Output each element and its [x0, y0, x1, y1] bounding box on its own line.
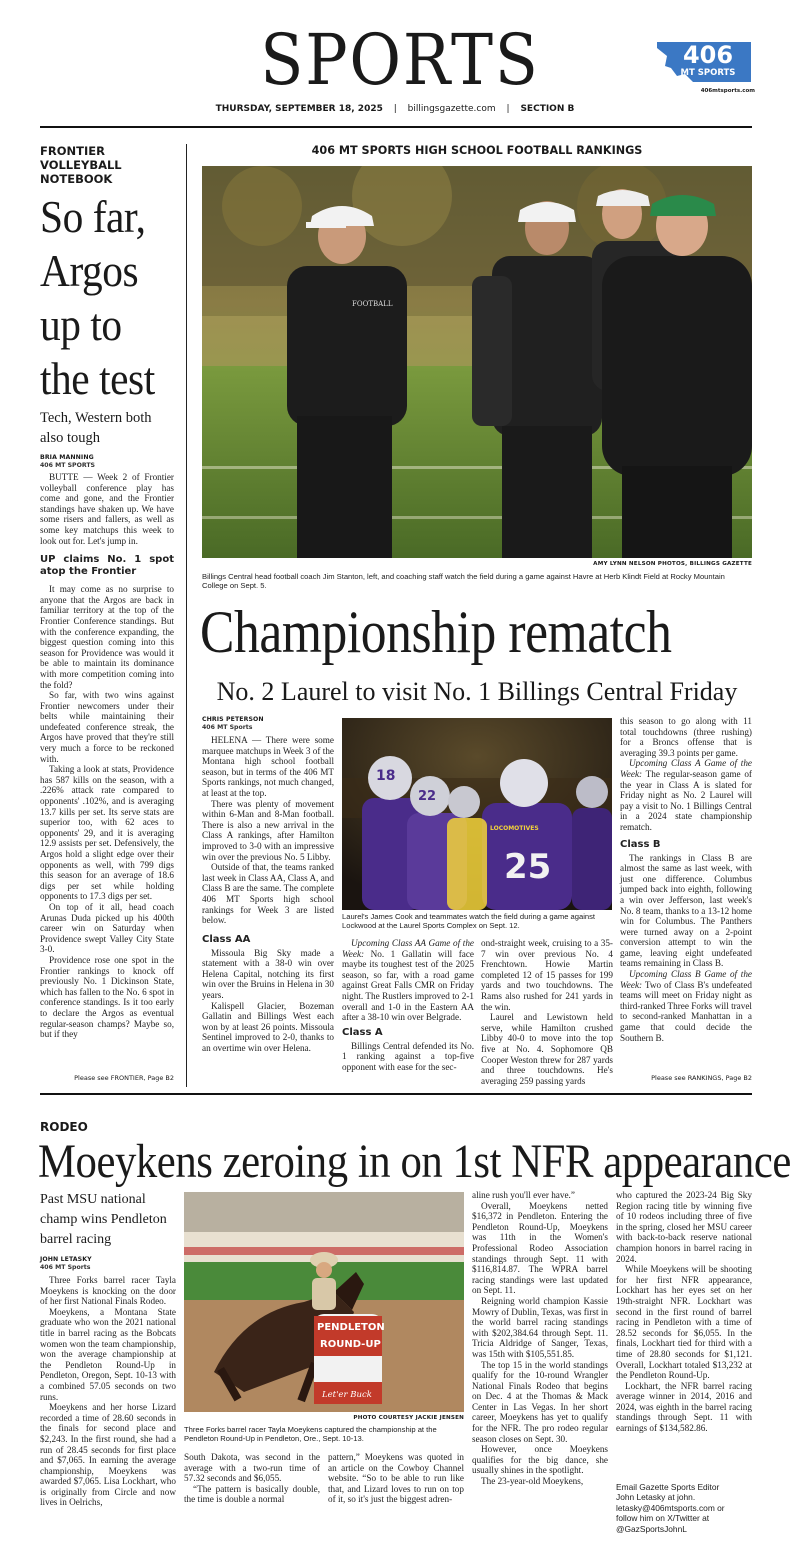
paragraph: Three Forks barrel racer Tayla Moeykens is knocking on the door of her first National Finals Rodeo. [40, 1275, 176, 1307]
paragraph: South Dakota, was second in the average with a two-run time of 57.32 seconds and $6,055. [184, 1452, 320, 1484]
paragraph: Moeykens and her horse Lizard recorded a time of 28.60 seconds in the finals for second place and $2,243. In the first round, she had a run of 28.45 seconds for first place and $7,065. In earning the average championship, Moeykens was awarded $7,065. Lisa Lockhart, who is originally from Circle and now lives in Oelrichs, [40, 1402, 176, 1508]
laurel-photo [342, 718, 612, 910]
paragraph: Missoula Big Sky made a statement with a 38-0 win over Helena Capital, notching its first win over the Bruins in Helena in 30 years. [202, 947, 334, 1001]
football-jump-link[interactable]: Please see RANKINGS, Page B2 [651, 1074, 752, 1082]
game-of-week-label: Upcoming Class A Game of the Week: [620, 758, 752, 779]
football-col-1 [202, 716, 334, 1054]
jersey-number: 25 [504, 847, 552, 887]
paragraph: Kalispell Glacier, Bozeman Gallatin and Billings West each won by at least 26 points. Missoula Sentinel improved to 2-0, thanks to an overtime win over Helena. [202, 1000, 334, 1054]
paragraph: Moeykens, a Montana State graduate who won the 2021 national title in barrel racing as the Bobcats women won the team championship, won the average championship at the Pendleton Round-Up in Pendleton, Oregon, Sept. 10-13 with a combined 57.05 seconds on two runs. [40, 1306, 176, 1402]
rodeo-photo-credit: PHOTO COURTESY JACKIE JENSEN [353, 1415, 464, 1421]
paragraph: So far, with two wins against Frontier newcomers under their belts while maintaining their undefeated conference streak, the Argos have proved that they're still very much a force to be reckoned with. [40, 690, 174, 764]
section-rule [40, 1093, 752, 1095]
masthead [0, 0, 792, 130]
rodeo-col-4 [472, 1190, 608, 1487]
rodeo-byline-name: JOHN LETASKY [40, 1256, 92, 1263]
volleyball-kicker: FRONTIER VOLLEYBALL NOTEBOOK [40, 144, 122, 186]
contact-line: follow him on X/Twitter at [616, 1513, 710, 1524]
rodeo-col-5 [616, 1190, 752, 1434]
rodeo-photo [184, 1192, 464, 1412]
jersey-wordmark: LOCOMOTIVES [490, 825, 539, 832]
rodeo-col-1-body [40, 1275, 176, 1508]
rodeo-col-2 [184, 1452, 320, 1505]
football-col-4 [620, 716, 752, 1043]
paragraph: Upcoming Class AA Game of the Week: No. 1 Gallatin will face maybe its toughest test of the 2025 season, so far, with a road game against Great Falls CMR on Friday night. The Rustlers improved to 2-1 overall and 1-0 in the Eastern AA after a 38-10 win over Belgrade. [342, 938, 474, 1023]
jersey-number: 22 [418, 789, 437, 804]
volleyball-body [40, 472, 174, 1040]
paragraph: aline rush you'll ever have.” [472, 1190, 575, 1200]
masthead-date: THURSDAY, SEPTEMBER 18, 2025 [215, 104, 383, 114]
logo-text: MT SPORTS [680, 68, 736, 78]
paragraph: Laurel and Lewistown held serve, while Hamilton crushed Libby 40-0 to move into the top five at No. 4. Sophomore QB Cooper Weston threw for 287 yards and three touchdowns. He's averaging 259 passing yards [481, 1012, 613, 1086]
rodeo-deck: Past MSU national champ wins Pendleton barrel racing [40, 1192, 167, 1247]
paragraph: Billings Central defended its No. 1 ranking against a top-five opponent with ease for the sec- [342, 1040, 474, 1072]
contact-line: John Letasky at john. [616, 1492, 696, 1503]
laurel-photo-image [342, 718, 612, 910]
paragraph: Overall, Moeykens netted $16,372 in Pendleton. Entering the Pendleton Round-Up, Moeykens was 11th in the Women's Professional Rodeo Association standings through Sept. 11 with $116,814.87. The WPRA barrel racing standings were last updated on Sept. 11. [472, 1200, 608, 1296]
rodeo-contact [616, 1482, 752, 1534]
rodeo-photo-image [184, 1192, 464, 1412]
rodeo-col-3 [328, 1452, 464, 1505]
barrel-text: Let'er Buck [322, 1390, 372, 1400]
football-col-3 [481, 938, 613, 1086]
paragraph: It may come as no surprise to anyone that the Argos are back in familiar territory at the top of the Frontier Conference standings. But with the conference expanding, the biggest question coming into this season for Providence was would it be able to maintain its dominance with more competition coming into the fold? [40, 584, 174, 690]
paragraph: Providence rose one spot in the Frontier rankings to knock off previously No. 1 Dickinson State, which has fallen to the No. 6 spot in conference standings. Is it too early to declare the Argos as eventual regular-season champs? Maybe so, but if they [40, 954, 174, 1040]
paragraph: However, once Moeykens qualifies for the big dance, she usually shines in the spotlight. [472, 1444, 608, 1476]
jersey-number: 18 [376, 768, 396, 784]
volleyball-headline[interactable]: So far, Argos up to the test [40, 192, 155, 404]
paragraph: While Moeykens will be shooting for her first NFR appearance, Lockhart has her eyes set on her 19th-straight NFR. Lockhart was second in the first round of barrel racing in Pendleton with a time of 28.52 seconds for $6,055. In the finals, Lockhart tied for third with a time of 28.80 seconds for $1,121. Overall, Lockhart totaled $13,232 at the Pendleton Round-Up. [616, 1264, 752, 1381]
masthead-dateline: THURSDAY, SEPTEMBER 18, 2025 | billingsgazette.com | SECTION B [215, 104, 575, 114]
football-col-2 [342, 938, 474, 1073]
coaches-photo-caption: Billings Central head football coach Jim Stanton, left, and coaching staff watch the field during a game against Havre at Herb Klindt Field at Rocky Mountain College on Sept. 5. [202, 572, 725, 591]
paragraph: “The pattern is basically double, the time is double a normal [184, 1483, 320, 1505]
class-b-subhead: Class B [620, 838, 661, 850]
rodeo-byline-org: 406 MT Sports [40, 1264, 91, 1271]
laurel-photo-caption: Laurel's James Cook and teammates watch the field during a game against Lockwood at the Laurel Sports Complex on Sept. 12. [342, 912, 596, 931]
volleyball-subhead: UP claims No. 1 spot atop the Frontier [40, 554, 174, 578]
cap-text: FOOTBALL [352, 300, 393, 308]
football-byline-org: 406 MT Sports [202, 724, 253, 731]
rodeo-kicker: RODEO [40, 1120, 88, 1134]
rodeo-photo-caption: Three Forks barrel racer Tayla Moeykens captured the championship at the Pendleton Round-Up in Pendleton, Ore., Sept. 10-13. [184, 1425, 437, 1444]
contact-email-link[interactable]: letasky@406mtsports.com or [616, 1502, 725, 1513]
paragraph: The top 15 in the world standings qualify for the 10-round Wrangler National Finals Rodeo that begins on Dec. 4 at the Thomas & Mack Center in Las Vegas. In her short career, Moeykens has yet to qualify for the NFR. The pro rodeo regular season closes on Sept. 30. [472, 1359, 608, 1444]
barrel-text: ROUND-UP [320, 1339, 381, 1350]
game-of-week-label: Upcoming Class AA Game of the Week: [342, 938, 474, 959]
football-col-1-body [202, 735, 334, 1054]
volleyball-deck: Tech, Western both also tough [40, 410, 152, 446]
class-aa-subhead: Class AA [202, 933, 251, 945]
contact-line: Email Gazette Sports Editor [616, 1482, 720, 1492]
paragraph: The 23-year-old Moeykens, [481, 1476, 584, 1487]
paragraph: On top of it all, head coach Arunas Duda picked up his 400th career win on Saturday when Providence swept Valley City State 3-0. [40, 901, 174, 955]
volleyball-byline-org: 406 MT SPORTS [40, 462, 96, 469]
paragraph: HELENA — There were some marquee matchups in Week 3 of the Montana high school football season, but in terms of the 406 MT Sports rankings, not much changed, at least at the top. [202, 735, 334, 798]
paragraph: Outside of that, the teams ranked last week in Class AA, Class A, and Class B are the same. The complete 406 MT Sports high school rankings for Week 3 are listed below. [202, 862, 334, 926]
coaches-photo-credit: AMY LYNN NELSON PHOTOS, BILLINGS GAZETTE [593, 561, 752, 567]
rodeo-headline[interactable]: Moeykens zeroing in on 1st NFR appearance [38, 1135, 791, 1188]
paragraph: Reigning world champion Kassie Mowry of Dublin, Texas, was first in the world barrel racing standings with $202,384.64 through Sept. 11. Tricia Aldridge of Sanger, Texas, was 15th with $105,551.85. [472, 1295, 608, 1359]
paragraph: Upcoming Class B Game of the Week: Two of Class B's undefeated teams will meet on Friday night as third-ranked Three Forks will travel to second-ranked Manhattan in a game that could decide the Southern B. [620, 969, 752, 1043]
masthead-rule [40, 126, 752, 128]
paragraph: The rankings in Class B are almost the same as last week, with just one difference. Columbus jumped back into eighth, following a win over Jefferson, last week's No. 8 team, thanks to a 13-12 home win for Columbus. The Panthers were turned away on a 2-point conversion attempt to win the game, leaving eight undefeated teams remaining in Class B. [620, 852, 752, 969]
logo-406-mt-sports[interactable] [655, 38, 753, 96]
game-of-week-label: Upcoming Class B Game of the Week: [620, 969, 752, 990]
paragraph: ond-straight week, cruising to a 35-7 win over previous No. 4 Frenchtown. Howie Martin completed 12 of 15 passes for 199 yards and two touchdowns. The Rams also rushed for 241 yards in the win. [481, 938, 613, 1012]
paragraph: Lockhart, the NFR barrel racing average winner in 2014, 2016 and 2024, was eighth in the barrel racing standings through Sept. 11 with earnings of $134,582.86. [616, 1380, 752, 1434]
rodeo-col-1 [40, 1190, 176, 1508]
masthead-section: SECTION B [520, 104, 575, 114]
logo-url: 406mtsports.com [700, 88, 755, 94]
paragraph: BUTTE — Week 2 of Frontier volleyball conference play has come and gone, and the Frontier standings have shaken up. We have some risers and fallers, as well as some key matchups this week to look out for. Let's jump in. [40, 472, 174, 546]
paragraph: this season to go along with 11 total touchdowns (three rushing) for a Broncs offense that is averaging 39.3 points per game. [620, 716, 752, 758]
paragraph: Upcoming Class A Game of the Week: The regular-season game of the year in Class A is slated for Friday night as No. 2 Laurel will pay a visit to No. 1 Billings Central in a 2024 state championship rematch. [620, 758, 752, 832]
paragraph: There was plenty of movement within 6-Man and 8-Man football. There is also a new arrival in the Class A rankings, after Hamilton improved to 3-0 with an impressive win over the previous No. 5 Libby. [202, 798, 334, 862]
masthead-title: SPORTS [260, 19, 540, 101]
football-headline[interactable]: Championship rematch [200, 599, 672, 665]
volleyball-jump-link[interactable]: Please see FRONTIER, Page B2 [74, 1074, 174, 1082]
column-divider [186, 144, 187, 1087]
volleyball-byline-name: BRIA MANNING [40, 454, 94, 461]
logo-number: 406 [682, 41, 734, 69]
football-deck: No. 2 Laurel to visit No. 1 Billings Central Friday [216, 677, 738, 706]
coaches-photo [202, 166, 752, 558]
masthead-site-link[interactable]: billingsgazette.com [407, 104, 496, 114]
volleyball-story [40, 144, 174, 1086]
paragraph: pattern,” Moeykens was quoted in an article on the Cowboy Channel website. “So to be able to run like that, and Lizard loves to run on top of it, so it's just the biggest adren- [328, 1452, 464, 1505]
coaches-photo-image [202, 166, 752, 558]
barrel-text: PENDLETON [317, 1322, 385, 1333]
paragraph: Taking a look at stats, Providence has 587 kills on the season, with a .226% attack rate compared to opponents' .102%, and is averaging 13.7 kills per set. Its serve stats are superior too, with 62 aces to opponents' 29, and it is averaging 12.9 assists per set. Defensively, the Argos hold a slight edge over their opponents as well, with 799 digs this season for an average of 18.6 digs per set while holding opponents to 17.3 digs per set. [40, 764, 174, 902]
rankings-banner: 406 MT SPORTS HIGH SCHOOL FOOTBALL RANKINGS [311, 144, 643, 157]
contact-social-link[interactable]: @GazSportsJohnL [616, 1523, 687, 1534]
class-a-subhead: Class A [342, 1026, 383, 1038]
football-byline-name: CHRIS PETERSON [202, 716, 264, 723]
paragraph: who captured the 2023-24 Big Sky Region racing title by winning five of 10 rodeos including three of five in the spring, closed her MSU career with back-to-back reserve national champion honors in barrel racing in 2024. [616, 1190, 752, 1264]
